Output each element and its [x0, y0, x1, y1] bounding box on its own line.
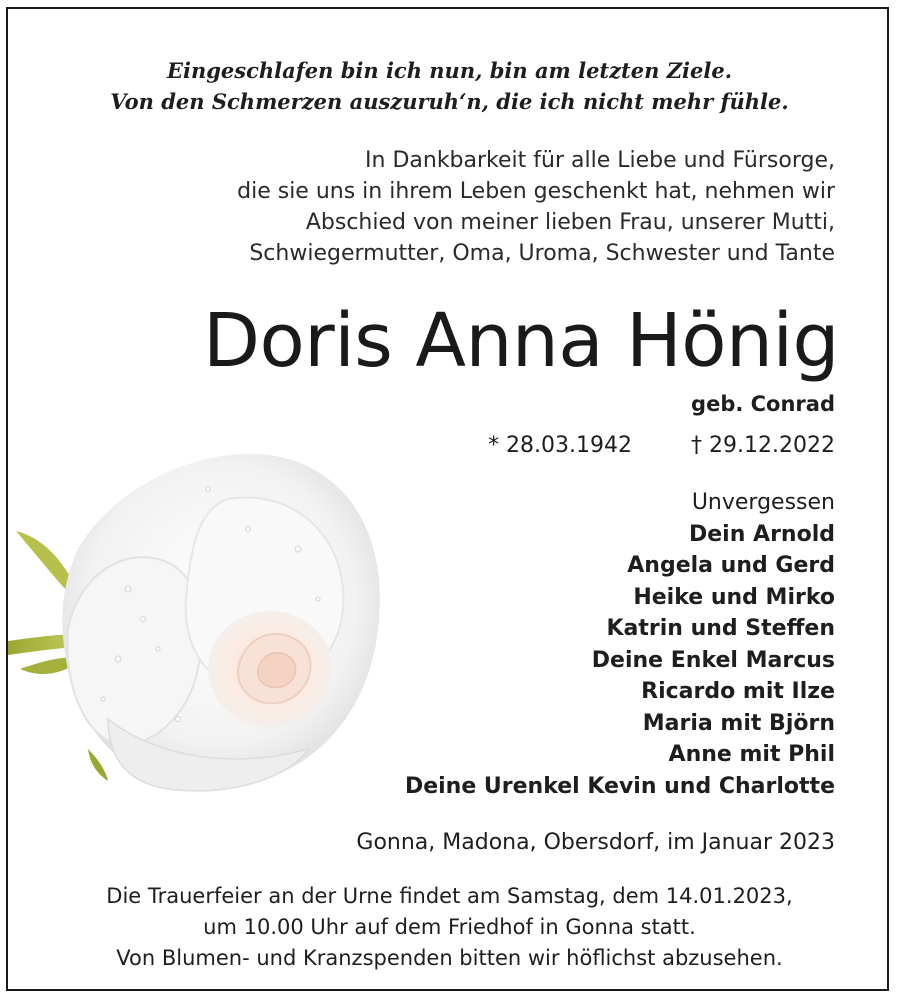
intro-line-1: In Dankbarkeit für alle Liebe und Fürsorge,	[365, 148, 835, 173]
deceased-name: Doris Anna Hönig	[203, 298, 839, 384]
mourner-name: Angela und Gerd	[627, 553, 835, 578]
intro-line-2: die sie uns in ihrem Leben geschenkt hat, nehmen wir	[237, 179, 835, 204]
service-line-3: Von Blumen- und Kranzspenden bitten wir höflichst abzusehen.	[116, 946, 783, 970]
mourner-name: Dein Arnold	[689, 521, 835, 547]
place-and-date: Gonna, Madona, Obersdorf, im Januar 2023	[356, 830, 835, 855]
service-info	[8, 881, 889, 974]
mourner-name: Deine Enkel Marcus	[591, 647, 835, 673]
service-line-2: um 10.00 Uhr auf dem Friedhof in Gonna statt.	[203, 915, 696, 939]
intro-line-3: Abschied von meiner lieben Frau, unserer Mutti,	[305, 210, 835, 235]
mourner-name: Anne mit Phil	[668, 742, 835, 767]
birth-date: * 28.03.1942	[488, 433, 633, 458]
mourner-name: Deine Urenkel Kevin und Charlotte	[404, 773, 835, 799]
intro-text	[237, 145, 835, 269]
mourner-name: Maria mit Björn	[642, 710, 835, 736]
obituary-card	[6, 7, 889, 991]
intro-line-4: Schwiegermutter, Oma, Uroma, Schwester und Tante	[249, 241, 835, 266]
service-line-1: Die Trauerfeier an der Urne findet am Samstag, dem 14.01.2023,	[106, 884, 793, 908]
death-date: † 29.12.2022	[691, 433, 835, 458]
mourners-list	[405, 487, 835, 802]
mourners-lead: Unvergessen	[691, 490, 835, 515]
mourner-name: Katrin und Steffen	[606, 616, 835, 641]
mourner-name: Ricardo mit Ilze	[641, 679, 835, 704]
poem-line-1: Eingeschlafen bin ich nun, bin am letzten Ziele.	[166, 58, 733, 83]
poem	[8, 55, 889, 117]
maiden-name: geb. Conrad	[691, 392, 835, 416]
white-rose-icon	[8, 419, 398, 799]
life-dates	[488, 430, 835, 462]
mourner-name: Heike und Mirko	[633, 584, 835, 610]
poem-line-2: Von den Schmerzen auszuruh‘n, die ich nicht mehr fühle.	[110, 89, 789, 114]
